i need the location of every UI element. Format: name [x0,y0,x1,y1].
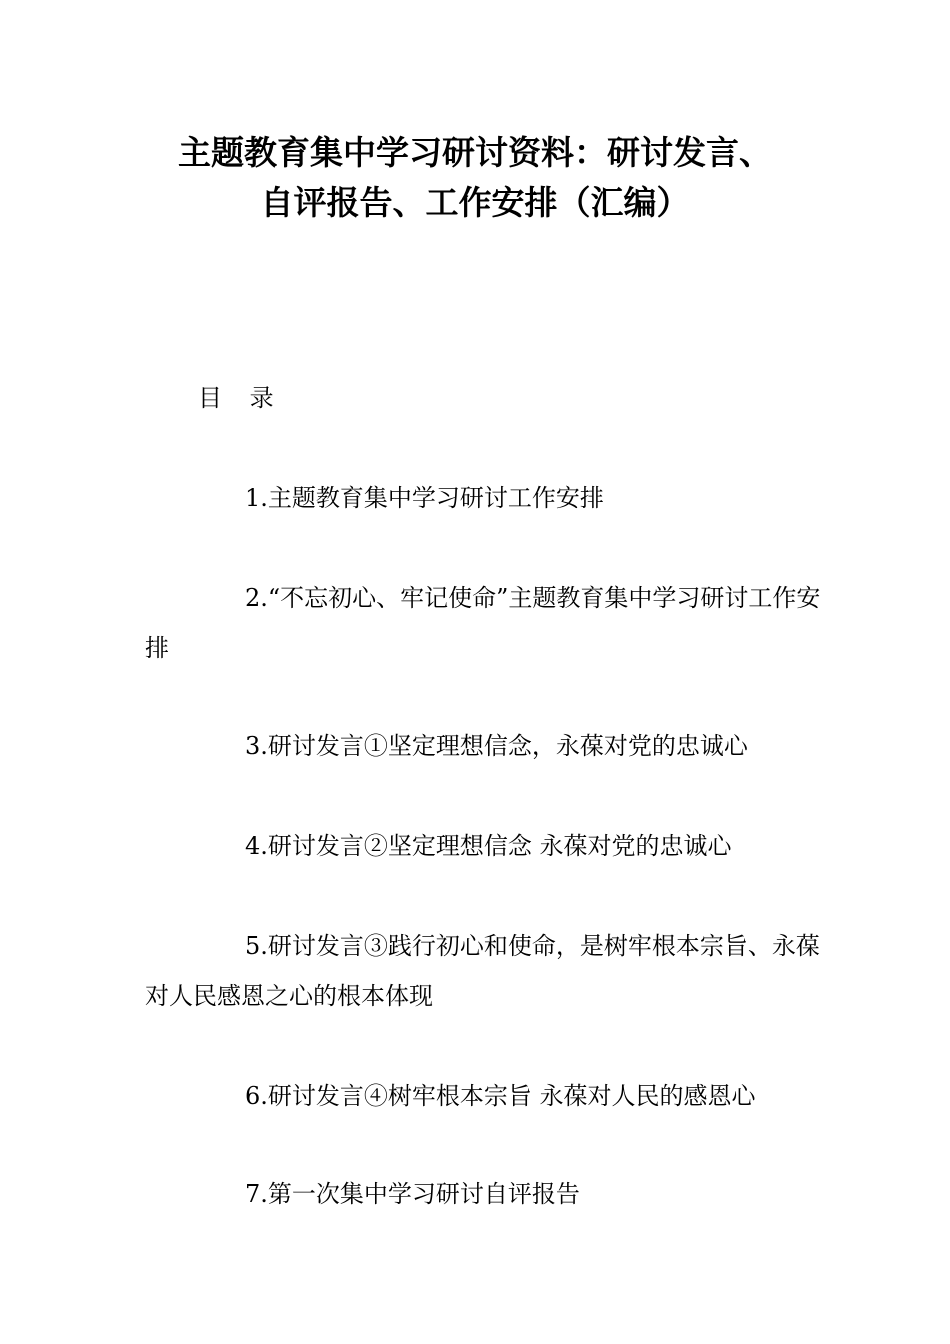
title-line-1: 主题教育集中学习研讨资料：研讨发言、 [178,133,772,172]
toc-item-5: 5.研讨发言③践行初心和使命，是树牢根本宗旨、永葆对人民感恩之心的根本体现 [145,932,820,1010]
toc-item-4: 4.研讨发言②坚定理想信念 永葆对党的忠诚心 [245,832,732,860]
toc-heading: 目 录 [198,384,284,412]
toc-item-7: 7.第一次集中学习研讨自评报告 [245,1180,580,1208]
toc-item-6: 6.研讨发言④树牢根本宗旨 永葆对人民的感恩心 [245,1082,756,1110]
toc-item-2: 2.“不忘初心、牢记使命”主题教育集中学习研讨工作安排 [145,584,821,662]
title-line-2: 自评报告、工作安排（汇编） [260,183,690,222]
toc-item-3: 3.研讨发言①坚定理想信念，永葆对党的忠诚心 [245,732,748,760]
toc-item-1: 1.主题教育集中学习研讨工作安排 [245,484,604,512]
document-title [100,128,850,228]
